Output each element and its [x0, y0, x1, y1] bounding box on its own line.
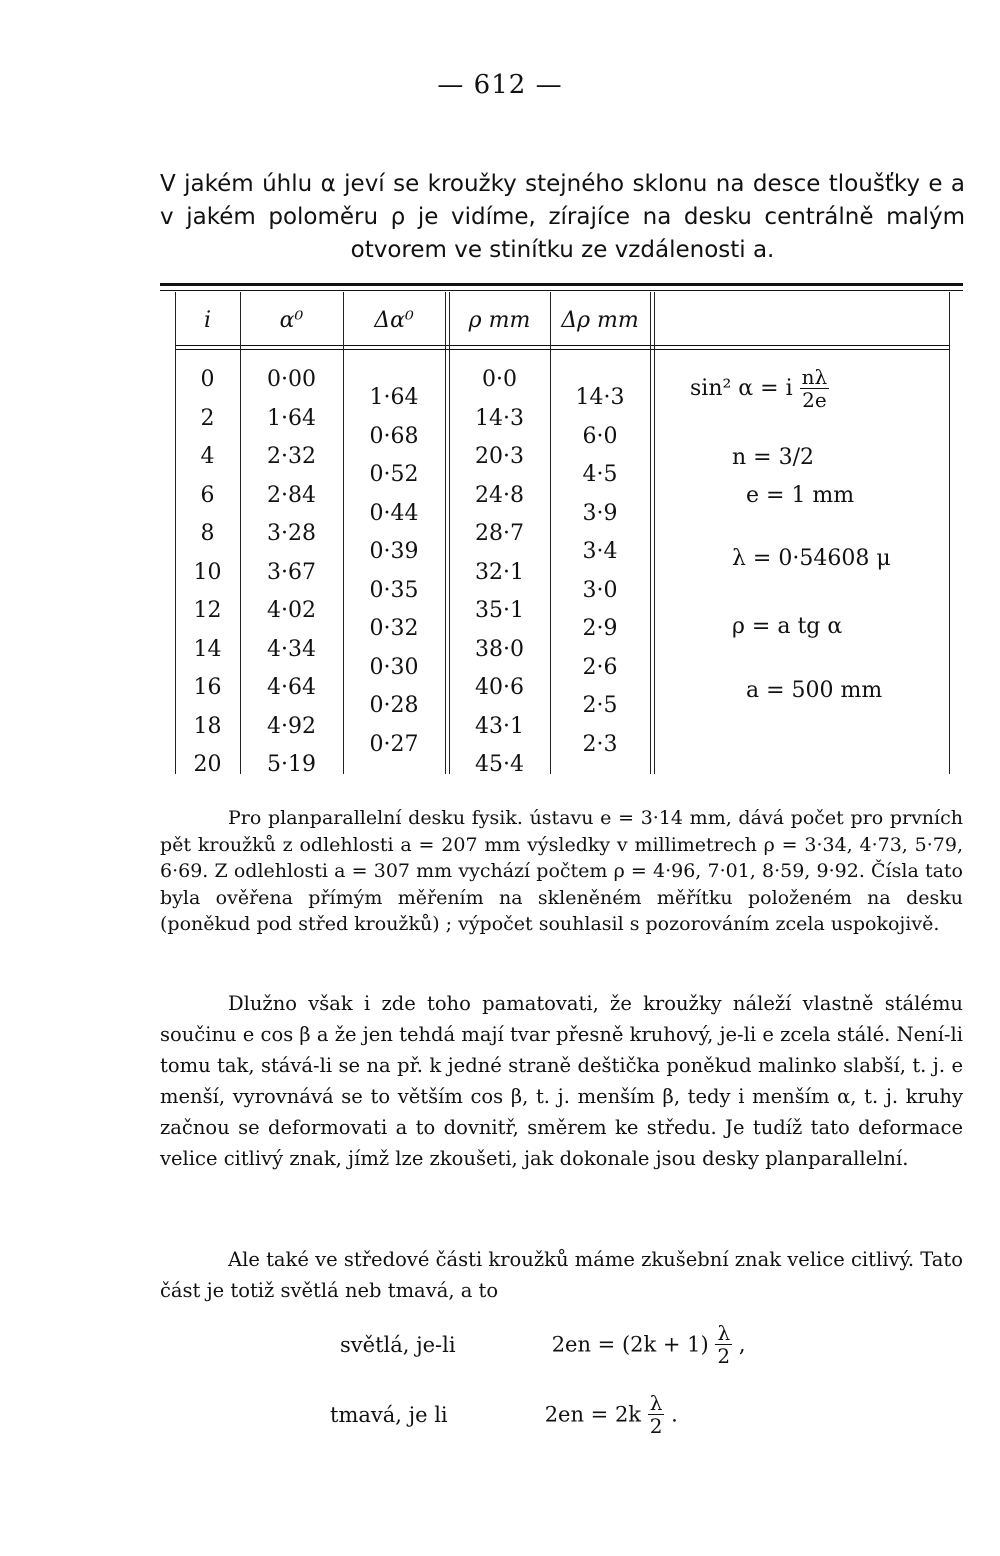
formula-a: a = 500 mm	[746, 678, 883, 703]
formula-n: n = 3/2	[732, 445, 814, 470]
equation-light-numerator: λ	[715, 1322, 732, 1345]
cell-i: 0	[200, 367, 215, 392]
cell-rho: 35·1	[475, 598, 524, 623]
cell-delta-rho: 2·3	[582, 731, 618, 757]
cell-alpha: 5·19	[267, 752, 316, 777]
cell-delta-alpha: 0·27	[369, 731, 419, 757]
cell-rho: 32·1	[475, 559, 524, 585]
cell-rho: 24·8	[475, 482, 524, 508]
cell-i: 6	[200, 482, 215, 508]
equation-dark	[330, 1392, 678, 1437]
cell-delta-rho: 6·0	[582, 423, 618, 449]
cell-delta-alpha: 1·64	[369, 385, 419, 410]
cell-alpha: 4·34	[267, 636, 316, 662]
cell-delta-alpha: 0·32	[369, 616, 419, 641]
cell-delta-rho: 4·5	[582, 462, 618, 487]
equation-dark-lhs: 2en = 2k	[544, 1402, 642, 1427]
cell-delta-rho: 14·3	[575, 385, 625, 410]
cell-delta-alpha: 0·28	[369, 693, 419, 718]
cell-alpha: 3·67	[267, 559, 316, 585]
equation-dark-numerator: λ	[648, 1392, 665, 1415]
paragraph-deformation-text: Dlužno však i zde toho pamatovati, že kroužky náleží vlastně stálému součinu e cos β a že jen tehdá mají tvar přesně kruhový, je-li e zcela stálé. Není-li tomu tak, stává-li se na př. k jedné straně deštička poněkud malinko slabší, t. j. e menší, vyrovnává se to větším cos β, t. j. menším β, tedy i menším α, t. j. kruhy začnou se deformovati a to dovnitř, směrem ke středu. Je tudíž tato deformace velice citlivý znak, jímž lze zkoušeti, jak dokonale jsou desky planparallelní.	[160, 992, 963, 1170]
cell-delta-alpha: 0·35	[369, 577, 419, 603]
paragraph-center-text: Ale také ve středové části kroužků máme zkušební znak velice citlivý. Tato část je totiž světlá neb tmavá, a to	[160, 1248, 963, 1302]
formula-sin-fraction	[800, 366, 830, 411]
equation-light	[340, 1322, 746, 1367]
cell-delta-alpha: 0·39	[369, 539, 419, 564]
cell-rho: 14·3	[475, 405, 524, 431]
equation-dark-denominator: 2	[649, 1414, 663, 1438]
equation-light-denominator: 2	[717, 1344, 731, 1368]
equation-light-end: ,	[738, 1332, 746, 1357]
cell-delta-rho: 2·6	[582, 654, 618, 680]
cell-alpha: 4·64	[267, 675, 316, 700]
cell-rho: 0·0	[482, 367, 517, 392]
header-alpha: α⁰	[279, 308, 304, 333]
cell-i: 8	[200, 521, 215, 546]
paragraph-measurement-text: Pro planparallelní desku fysik. ústavu e = 3·14 mm, dává počet pro prvních pět kroužků z odlehlosti a = 207 mm výsledky v millimetrech ρ = 3·34, 4·73, 5·79, 6·69. Z odlehlosti a = 307 mm vychází počtem ρ = 4·96, 7·01, 8·59, 9·92. Čísla tato byla ověřena přímým měřením na skleněném měřítku položeném na desku (poněkud pod střed kroužků) ; výpočet souhlasil s pozorováním zcela uspokojivě.	[160, 807, 963, 935]
cell-i: 20	[193, 752, 222, 777]
header-rho: ρ mm	[468, 308, 531, 333]
cell-alpha: 0·00	[267, 367, 316, 392]
cell-alpha: 4·92	[267, 713, 316, 739]
table-top-rule	[160, 283, 963, 286]
equation-light-lhs: 2en = (2k + 1)	[551, 1332, 709, 1357]
formula-lambda: λ = 0·54608 μ	[732, 546, 891, 571]
table-right-border	[949, 292, 950, 774]
cell-alpha: 1·64	[267, 405, 316, 431]
header-i: i	[203, 308, 212, 333]
header-delta-rho: Δρ mm	[561, 308, 639, 333]
cell-rho: 40·6	[475, 675, 524, 700]
paragraph-deformation	[160, 988, 963, 1174]
cell-delta-rho: 3·9	[582, 500, 618, 526]
cell-alpha: 2·84	[267, 482, 316, 508]
cell-i: 16	[193, 675, 222, 700]
cell-delta-alpha: 0·30	[369, 654, 419, 680]
header-delta-alpha: Δα⁰	[374, 308, 414, 333]
equation-dark-fraction	[648, 1392, 665, 1437]
cell-delta-alpha: 0·52	[369, 462, 419, 487]
formula-sin	[690, 366, 829, 411]
cell-rho: 28·7	[475, 521, 524, 546]
cell-i: 4	[200, 444, 215, 469]
cell-delta-rho: 2·5	[582, 693, 618, 718]
equation-light-label: světlá, je-li	[340, 1332, 456, 1357]
cell-rho: 38·0	[475, 636, 524, 662]
cell-rho: 45·4	[475, 752, 524, 777]
formula-sin-numerator: nλ	[801, 365, 828, 389]
formula-sin-denominator: 2e	[802, 388, 827, 412]
paragraph-center	[160, 1244, 963, 1306]
section-heading: V jakém úhlu α jeví se kroužky stejného sklonu na desce tloušťky e a v jakém poloměru ρ je vidíme, zírajíce na desku centrálně malým otvorem ve stinítku ze vzdálenosti a.	[160, 171, 965, 263]
cell-i: 18	[193, 713, 222, 739]
table-header-rule-2	[175, 349, 950, 350]
cell-i: 12	[193, 598, 222, 623]
formula-sin-lhs: sin² α = i	[690, 376, 793, 401]
equation-dark-end: .	[671, 1402, 678, 1427]
equation-light-fraction	[715, 1322, 732, 1367]
equation-dark-label: tmavá, je li	[330, 1402, 448, 1427]
cell-alpha: 3·28	[267, 521, 316, 546]
formula-rho: ρ = a tg α	[732, 614, 843, 639]
cell-i: 2	[200, 405, 215, 431]
cell-delta-alpha: 0·44	[369, 500, 419, 526]
col-divider-3a	[445, 292, 446, 774]
cell-delta-rho: 3·0	[582, 577, 618, 603]
col-divider-5a	[650, 292, 651, 774]
cell-alpha: 4·02	[267, 598, 316, 623]
page-number: — 612 —	[437, 70, 563, 100]
cell-delta-rho: 2·9	[582, 616, 618, 641]
cell-delta-rho: 3·4	[582, 539, 618, 564]
cell-i: 14	[193, 636, 222, 662]
table-top-rule-thin	[160, 290, 963, 291]
paragraph-measurement	[160, 805, 963, 938]
cell-rho: 43·1	[475, 713, 524, 739]
formula-e: e = 1 mm	[746, 483, 855, 508]
cell-i: 10	[193, 559, 222, 585]
cell-rho: 20·3	[475, 444, 524, 469]
cell-alpha: 2·32	[267, 444, 316, 469]
cell-delta-alpha: 0·68	[369, 423, 419, 449]
table-header-rule	[175, 345, 950, 346]
col-divider-5b	[654, 292, 655, 774]
